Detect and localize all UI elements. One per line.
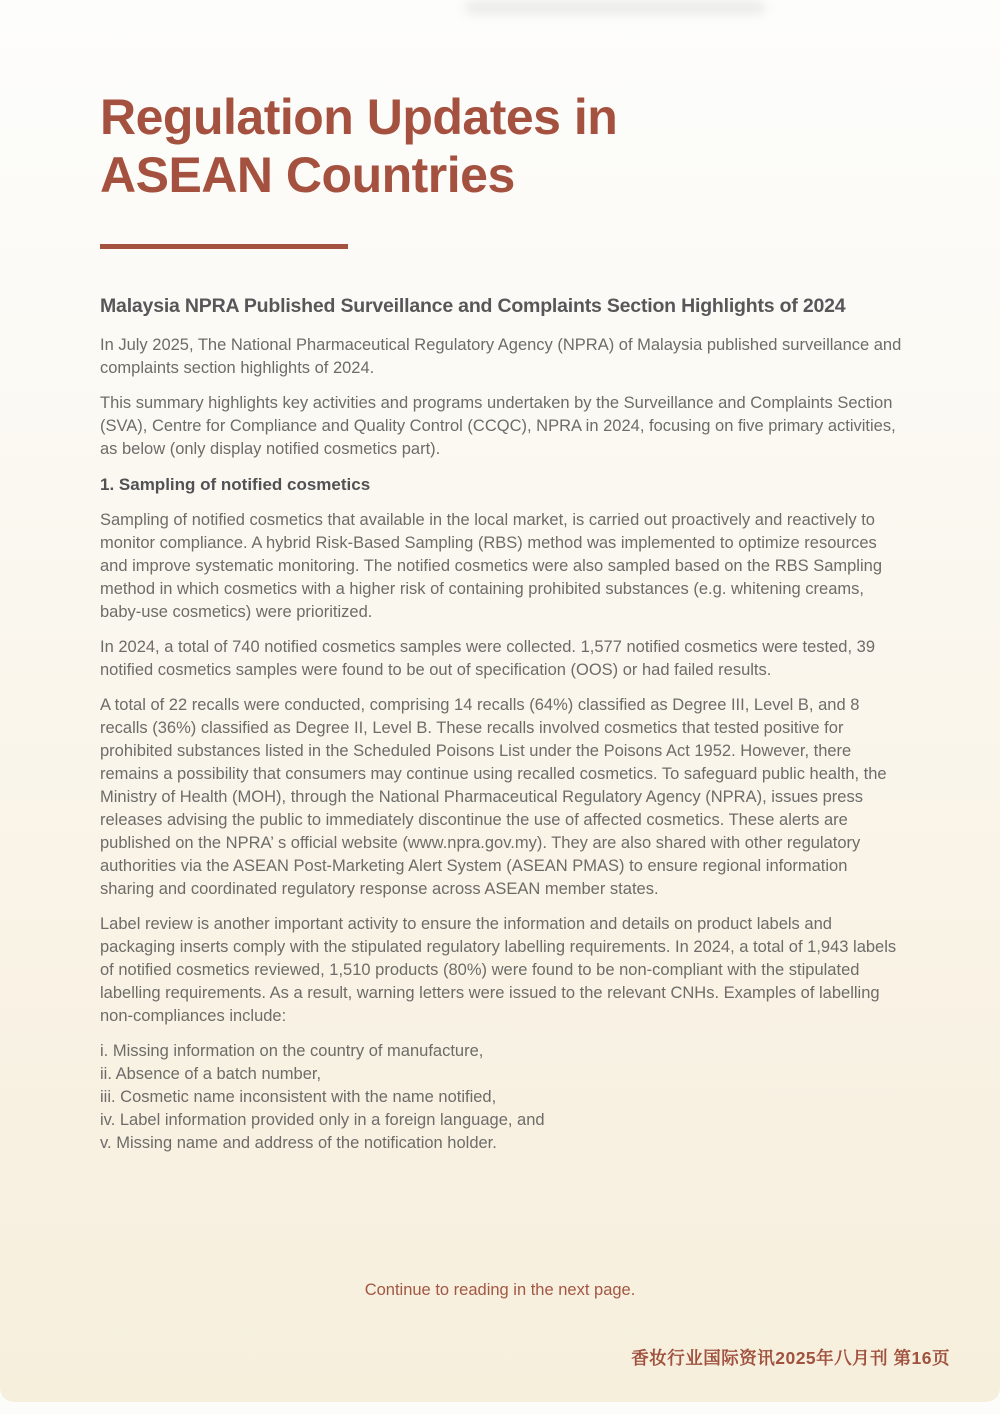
page-title-line1: Regulation Updates in xyxy=(100,89,618,145)
intro-paragraph-2: This summary highlights key activities and programs undertaken by the Surveillance and Complaints Section (SVA), Centre for Compliance and Quality Control (CCQC), NPRA in 2024, focusing on five primary activities, as below (only display notified cosmetics part). xyxy=(100,394,896,458)
list-item: i. Missing information on the country of manufacture, xyxy=(100,1042,484,1060)
list-item: v. Missing name and address of the notification holder. xyxy=(100,1134,497,1152)
article-heading: Malaysia NPRA Published Surveillance and Complaints Section Highlights of 2024 xyxy=(100,295,846,317)
list-item: iv. Label information provided only in a foreign language, and xyxy=(100,1111,545,1129)
recalls-paragraph: A total of 22 recalls were conducted, comprising 14 recalls (64%) classified as Degree III, Level B, and 8 recalls (36%) classified as Degree II, Level B. These recalls involved cosmetics that tested positive for prohibited substances listed in the Scheduled Poisons List under the Poisons Act 1952. However, there remains a possibility that consumers may continue using recalled cosmetics. To safeguard public health, the Ministry of Health (MOH), through the National Pharmaceutical Regulatory Agency (NPRA), issues press releases advising the public to immediately discontinue the use of affected cosmetics. These alerts are published on the NPRA’ s official website (www.npra.gov.my). They are also shared with other regulatory authorities via the ASEAN Post-Marketing Alert System (ASEAN PMAS) to ensure regional information sharing and coordinated regulatory response across ASEAN member states. xyxy=(100,696,887,898)
scan-smudge xyxy=(465,1,765,14)
intro-paragraph-1: In July 2025, The National Pharmaceutical Regulatory Agency (NPRA) of Malaysia published surveillance and complaints section highlights of 2024. xyxy=(100,336,902,377)
list-item: iii. Cosmetic name inconsistent with the name notified, xyxy=(100,1088,497,1106)
journal-page-footer: 香妆行业国际资讯2025年八月刊 第16页 xyxy=(631,1348,950,1368)
label-review-paragraph: Label review is another important activity to ensure the information and details on product labels and packaging inserts comply with the stipulated regulatory labelling requirements. In 2024, a total of 1,943 labels of notified cosmetics reviewed, 1,510 products (80%) were found to be non-compliant with the stipulated labelling requirements. As a result, warning letters were issued to the relevant CNHs. Examples of labelling non-compliances include: xyxy=(100,915,897,1025)
page-title xyxy=(100,88,906,204)
page-title-line2: ASEAN Countries xyxy=(100,147,515,203)
sampling-paragraph-2: In 2024, a total of 740 notified cosmetics samples were collected. 1,577 notified cosmetics were tested, 39 notified cosmetics samples were found to be out of specification (OOS) or had failed results. xyxy=(100,638,876,679)
list-item: ii. Absence of a batch number, xyxy=(100,1065,322,1083)
subsection-heading-sampling: 1. Sampling of notified cosmetics xyxy=(100,475,371,494)
sampling-paragraph-1: Sampling of notified cosmetics that available in the local market, is carried out proactively and reactively to monitor compliance. A hybrid Risk-Based Sampling (RBS) method was implemented to optimize resources and improve systematic monitoring. The notified cosmetics were also sampled based on the RBS Sampling method in which cosmetics with a higher risk of containing prohibited substances (e.g. whitening creams, baby-use cosmetics) were prioritized. xyxy=(100,511,882,621)
title-divider xyxy=(100,244,348,249)
non-compliance-list xyxy=(100,1040,906,1155)
article-content xyxy=(100,88,906,1155)
continue-note: Continue to reading in the next page. xyxy=(364,1281,636,1299)
